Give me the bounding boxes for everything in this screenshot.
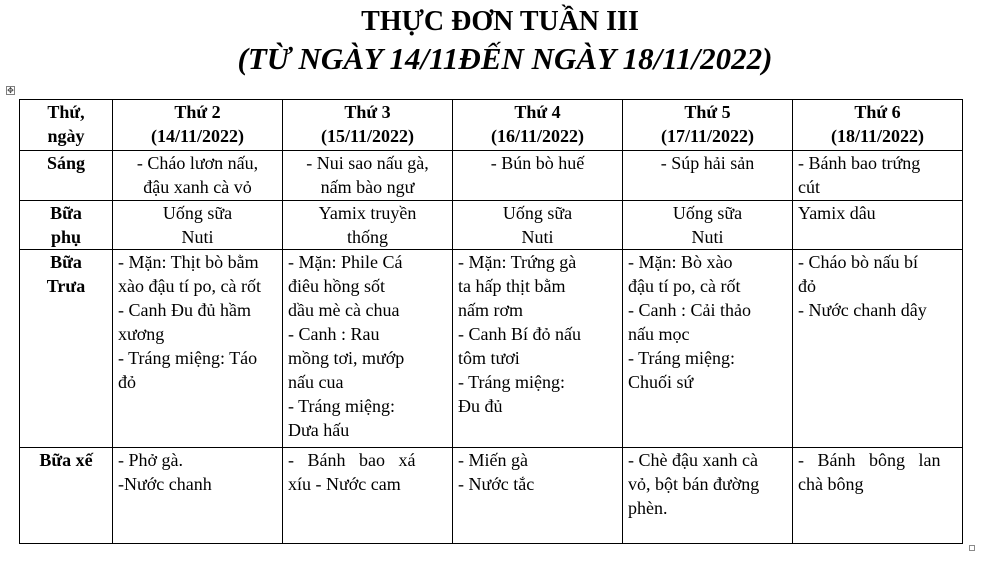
menu-item-text: - Nui sao nấu gà, bbox=[306, 153, 429, 173]
menu-item-text: vỏ, bột bán đường bbox=[628, 474, 760, 494]
menu-item-text: - Tráng miệng: Táo bbox=[118, 348, 258, 368]
menu-item-text: Yamix truyền bbox=[318, 203, 417, 223]
menu-item-text: - Tráng miệng: bbox=[288, 396, 396, 416]
menu-cell bbox=[283, 250, 453, 448]
menu-item-text: Nuti bbox=[181, 227, 214, 247]
menu-cell bbox=[283, 201, 453, 250]
menu-cell bbox=[113, 151, 283, 201]
menu-date-range: (TỪ NGÀY 14/11ĐẾN NGÀY 18/11/2022) bbox=[237, 41, 773, 76]
menu-item-text: - Tráng miệng: bbox=[458, 372, 566, 392]
day-header-wed bbox=[453, 100, 623, 151]
menu-item-text: - Chè đậu xanh cà bbox=[628, 450, 758, 470]
lunch-row bbox=[20, 250, 963, 448]
menu-item-text: Uống sữa bbox=[502, 203, 573, 223]
menu-item-text: - Cháo lươn nấu, bbox=[136, 153, 259, 173]
row-label-text: Bữa bbox=[50, 252, 82, 272]
day-date: (15/11/2022) bbox=[321, 126, 414, 146]
menu-item-text: điêu hồng sốt bbox=[288, 276, 385, 296]
day-header-tue bbox=[283, 100, 453, 151]
menu-cell bbox=[623, 201, 793, 250]
menu-item-text: đỏ bbox=[118, 372, 136, 392]
row-label-text: Trưa bbox=[46, 276, 86, 296]
day-date: (18/11/2022) bbox=[831, 126, 924, 146]
table-header-row bbox=[20, 100, 963, 151]
menu-item-text: - Nước tắc bbox=[458, 474, 535, 494]
menu-item-text: - Mặn: Trứng gà bbox=[458, 252, 577, 272]
row-label-snack bbox=[20, 201, 113, 250]
menu-item-text: - Nước chanh dây bbox=[798, 300, 927, 320]
menu-item-text: - Canh Bí đỏ nấu bbox=[458, 324, 581, 344]
menu-cell bbox=[793, 201, 963, 250]
menu-item-text: - Tráng miệng: bbox=[628, 348, 736, 368]
menu-item-text: đậu xanh cà vỏ bbox=[143, 177, 252, 197]
menu-cell bbox=[623, 448, 793, 544]
menu-item-text: Chuối sứ bbox=[628, 372, 694, 392]
day-header-thu bbox=[623, 100, 793, 151]
menu-cell bbox=[283, 151, 453, 201]
menu-item-text: nấm bào ngư bbox=[320, 177, 415, 197]
menu-cell bbox=[793, 250, 963, 448]
menu-cell bbox=[113, 201, 283, 250]
menu-item-text: xíu - Nước cam bbox=[288, 474, 401, 494]
day-date: (17/11/2022) bbox=[661, 126, 754, 146]
menu-item-text: - Canh : Cải thảo bbox=[628, 300, 751, 320]
menu-item-text: chà bông bbox=[798, 474, 864, 494]
day-header-fri bbox=[793, 100, 963, 151]
row-label-text: Bữa bbox=[50, 203, 82, 223]
row-label-text: Sáng bbox=[46, 153, 86, 173]
row-label-text: phụ bbox=[50, 227, 82, 247]
row-label-text: Bữa xế bbox=[39, 450, 93, 470]
day-name: Thứ 3 bbox=[344, 102, 391, 122]
menu-cell bbox=[623, 151, 793, 201]
menu-item-text: ta hấp thịt bằm bbox=[458, 276, 566, 296]
menu-item-text: Đu đủ bbox=[458, 396, 503, 416]
menu-item-text: -Nước chanh bbox=[118, 474, 212, 494]
row-label-lunch bbox=[20, 250, 113, 448]
menu-cell bbox=[283, 448, 453, 544]
day-name: Thứ 4 bbox=[514, 102, 561, 122]
day-name: Thứ 6 bbox=[854, 102, 901, 122]
menu-item-text: Nuti bbox=[691, 227, 724, 247]
menu-title: THỰC ĐƠN TUẦN III bbox=[361, 6, 639, 37]
weekly-menu-table bbox=[19, 99, 963, 544]
afternoon-snack-row bbox=[20, 448, 963, 544]
menu-item-text: - Bún bò huế bbox=[490, 153, 585, 173]
menu-item-text: - Miến gà bbox=[458, 450, 528, 470]
menu-item-text: - Bánh bông lan bbox=[798, 450, 941, 470]
menu-item-text: thống bbox=[346, 227, 388, 247]
menu-item-text: nấm rơm bbox=[458, 300, 524, 320]
menu-item-text: - Bánh bao xá bbox=[288, 450, 416, 470]
menu-item-text: đỏ bbox=[798, 276, 816, 296]
breakfast-row bbox=[20, 151, 963, 201]
snack-row bbox=[20, 201, 963, 250]
menu-item-text: Nuti bbox=[521, 227, 554, 247]
menu-item-text: nấu mọc bbox=[628, 324, 690, 344]
day-date: (14/11/2022) bbox=[151, 126, 244, 146]
row-label-breakfast bbox=[20, 151, 113, 201]
menu-cell bbox=[623, 250, 793, 448]
menu-item-text: phèn. bbox=[628, 498, 668, 518]
menu-item-text: nấu cua bbox=[288, 372, 344, 392]
table-move-handle-icon[interactable]: ✥ bbox=[7, 86, 14, 95]
menu-item-text: Uống sữa bbox=[162, 203, 233, 223]
menu-item-text: - Canh Đu đủ hầm bbox=[118, 300, 251, 320]
menu-item-text: xương bbox=[118, 324, 165, 344]
day-header-mon bbox=[113, 100, 283, 151]
header-label-line: ngày bbox=[47, 126, 85, 146]
menu-item-text: - Mặn: Phile Cá bbox=[288, 252, 403, 272]
menu-item-text: tôm tươi bbox=[458, 348, 520, 368]
day-date: (16/11/2022) bbox=[491, 126, 584, 146]
header-label-line: Thứ, bbox=[47, 102, 85, 122]
menu-item-text: Yamix dâu bbox=[798, 203, 876, 223]
menu-cell bbox=[453, 201, 623, 250]
menu-item-text: Uống sữa bbox=[672, 203, 743, 223]
menu-item-text: - Canh : Rau bbox=[288, 324, 380, 344]
header-label-cell bbox=[20, 100, 113, 151]
row-label-afternoon-snack bbox=[20, 448, 113, 544]
menu-item-text: Dưa hấu bbox=[288, 420, 350, 440]
menu-item-text: - Bánh bao trứng bbox=[798, 153, 921, 173]
menu-item-text: - Cháo bò nấu bí bbox=[798, 252, 918, 272]
table-resize-handle[interactable] bbox=[969, 545, 975, 551]
menu-cell bbox=[113, 448, 283, 544]
day-name: Thứ 5 bbox=[684, 102, 731, 122]
menu-cell bbox=[793, 151, 963, 201]
menu-item-text: cút bbox=[798, 177, 820, 197]
menu-item-text: xào đậu tí po, cà rốt bbox=[118, 276, 261, 296]
menu-item-text: - Mặn: Bò xào bbox=[628, 252, 733, 272]
menu-item-text: đậu tí po, cà rốt bbox=[628, 276, 741, 296]
menu-item-text: mồng tơi, mướp bbox=[288, 348, 405, 368]
menu-item-text: - Phở gà. bbox=[118, 450, 184, 470]
menu-item-text: - Mặn: Thịt bò bằm bbox=[118, 252, 259, 272]
menu-cell bbox=[793, 448, 963, 544]
menu-cell bbox=[113, 250, 283, 448]
menu-item-text: dầu mè cà chua bbox=[288, 300, 400, 320]
menu-item-text: - Súp hải sản bbox=[660, 153, 755, 173]
day-name: Thứ 2 bbox=[174, 102, 221, 122]
menu-cell bbox=[453, 151, 623, 201]
menu-cell bbox=[453, 448, 623, 544]
menu-cell bbox=[453, 250, 623, 448]
